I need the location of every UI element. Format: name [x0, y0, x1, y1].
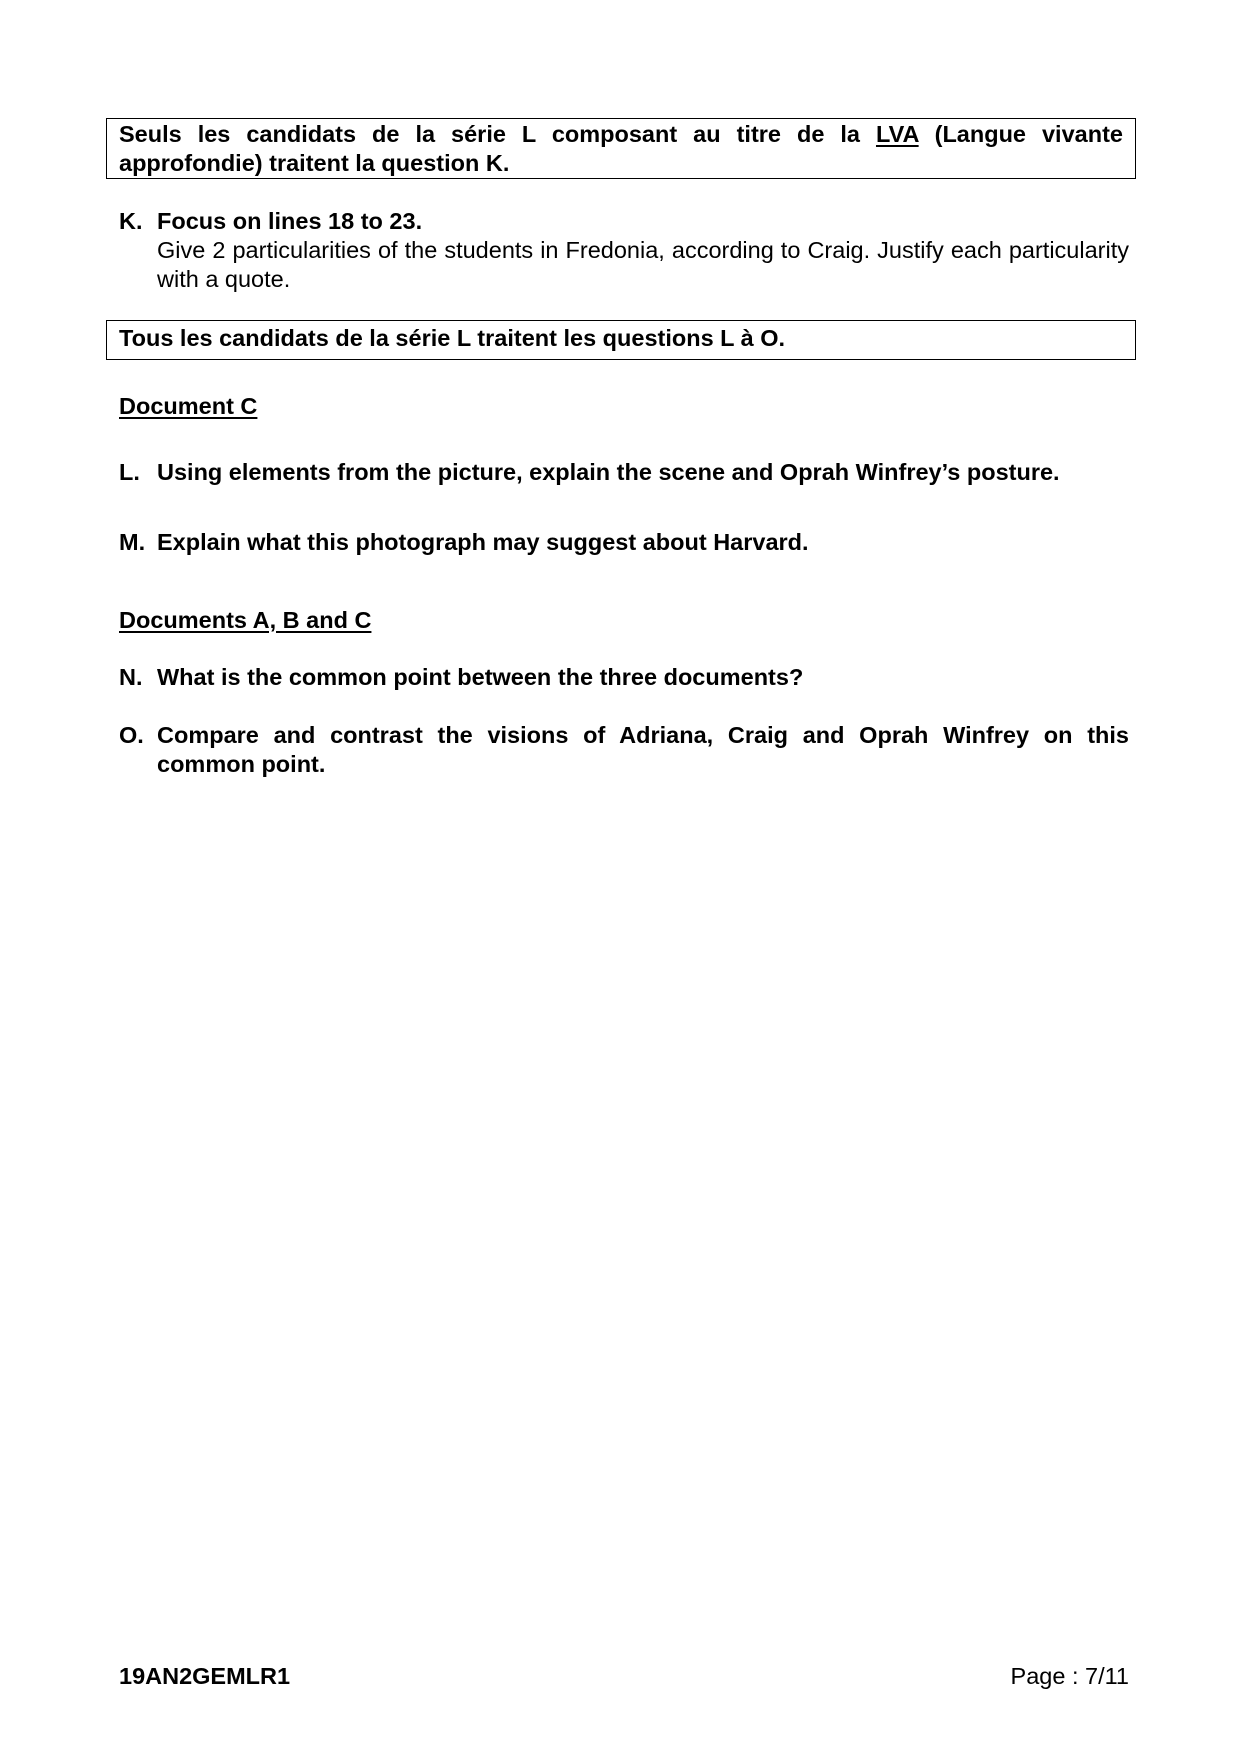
question-k: [119, 207, 1129, 294]
question-n-letter: N.: [119, 664, 143, 690]
section-heading-documents-abc: Documents A, B and C: [119, 607, 372, 633]
lva-instruction-part1: Seuls les candidats de la série L composant au titre de la: [119, 121, 876, 147]
question-m-text: Explain what this photograph may suggest about Harvard.: [157, 529, 809, 555]
question-l: [119, 458, 1129, 487]
question-k-text: Give 2 particularities of the students in Fredonia, according to Craig. Justify each particularity with a quote.: [157, 237, 1129, 292]
all-candidates-instruction-box: [106, 320, 1136, 360]
question-m: [119, 528, 1129, 557]
question-k-letter: K.: [119, 208, 143, 234]
question-o: [119, 721, 1129, 779]
section-heading-document-c: Document C: [119, 393, 258, 419]
question-l-letter: L.: [119, 459, 140, 485]
question-n-text: What is the common point between the three documents?: [157, 664, 804, 690]
question-k-title: Focus on lines 18 to 23.: [157, 208, 423, 234]
lva-instruction-part2: (Langue vivante approfondie) traitent la question K.: [119, 121, 1123, 176]
page-number: Page : 7/11: [1010, 1663, 1129, 1689]
lva-instruction-box: [106, 118, 1136, 179]
question-l-text: Using elements from the picture, explain the scene and Oprah Winfrey’s posture.: [157, 459, 1060, 485]
question-o-text: Compare and contrast the visions of Adriana, Craig and Oprah Winfrey on this common point.: [157, 722, 1129, 777]
all-candidates-instruction: Tous les candidats de la série L traitent les questions L à O.: [119, 325, 786, 351]
question-n: [119, 663, 1129, 692]
document-code: 19AN2GEMLR1: [119, 1663, 291, 1689]
question-m-letter: M.: [119, 529, 146, 555]
question-o-letter: O.: [119, 722, 144, 748]
lva-abbreviation: LVA: [875, 121, 919, 147]
